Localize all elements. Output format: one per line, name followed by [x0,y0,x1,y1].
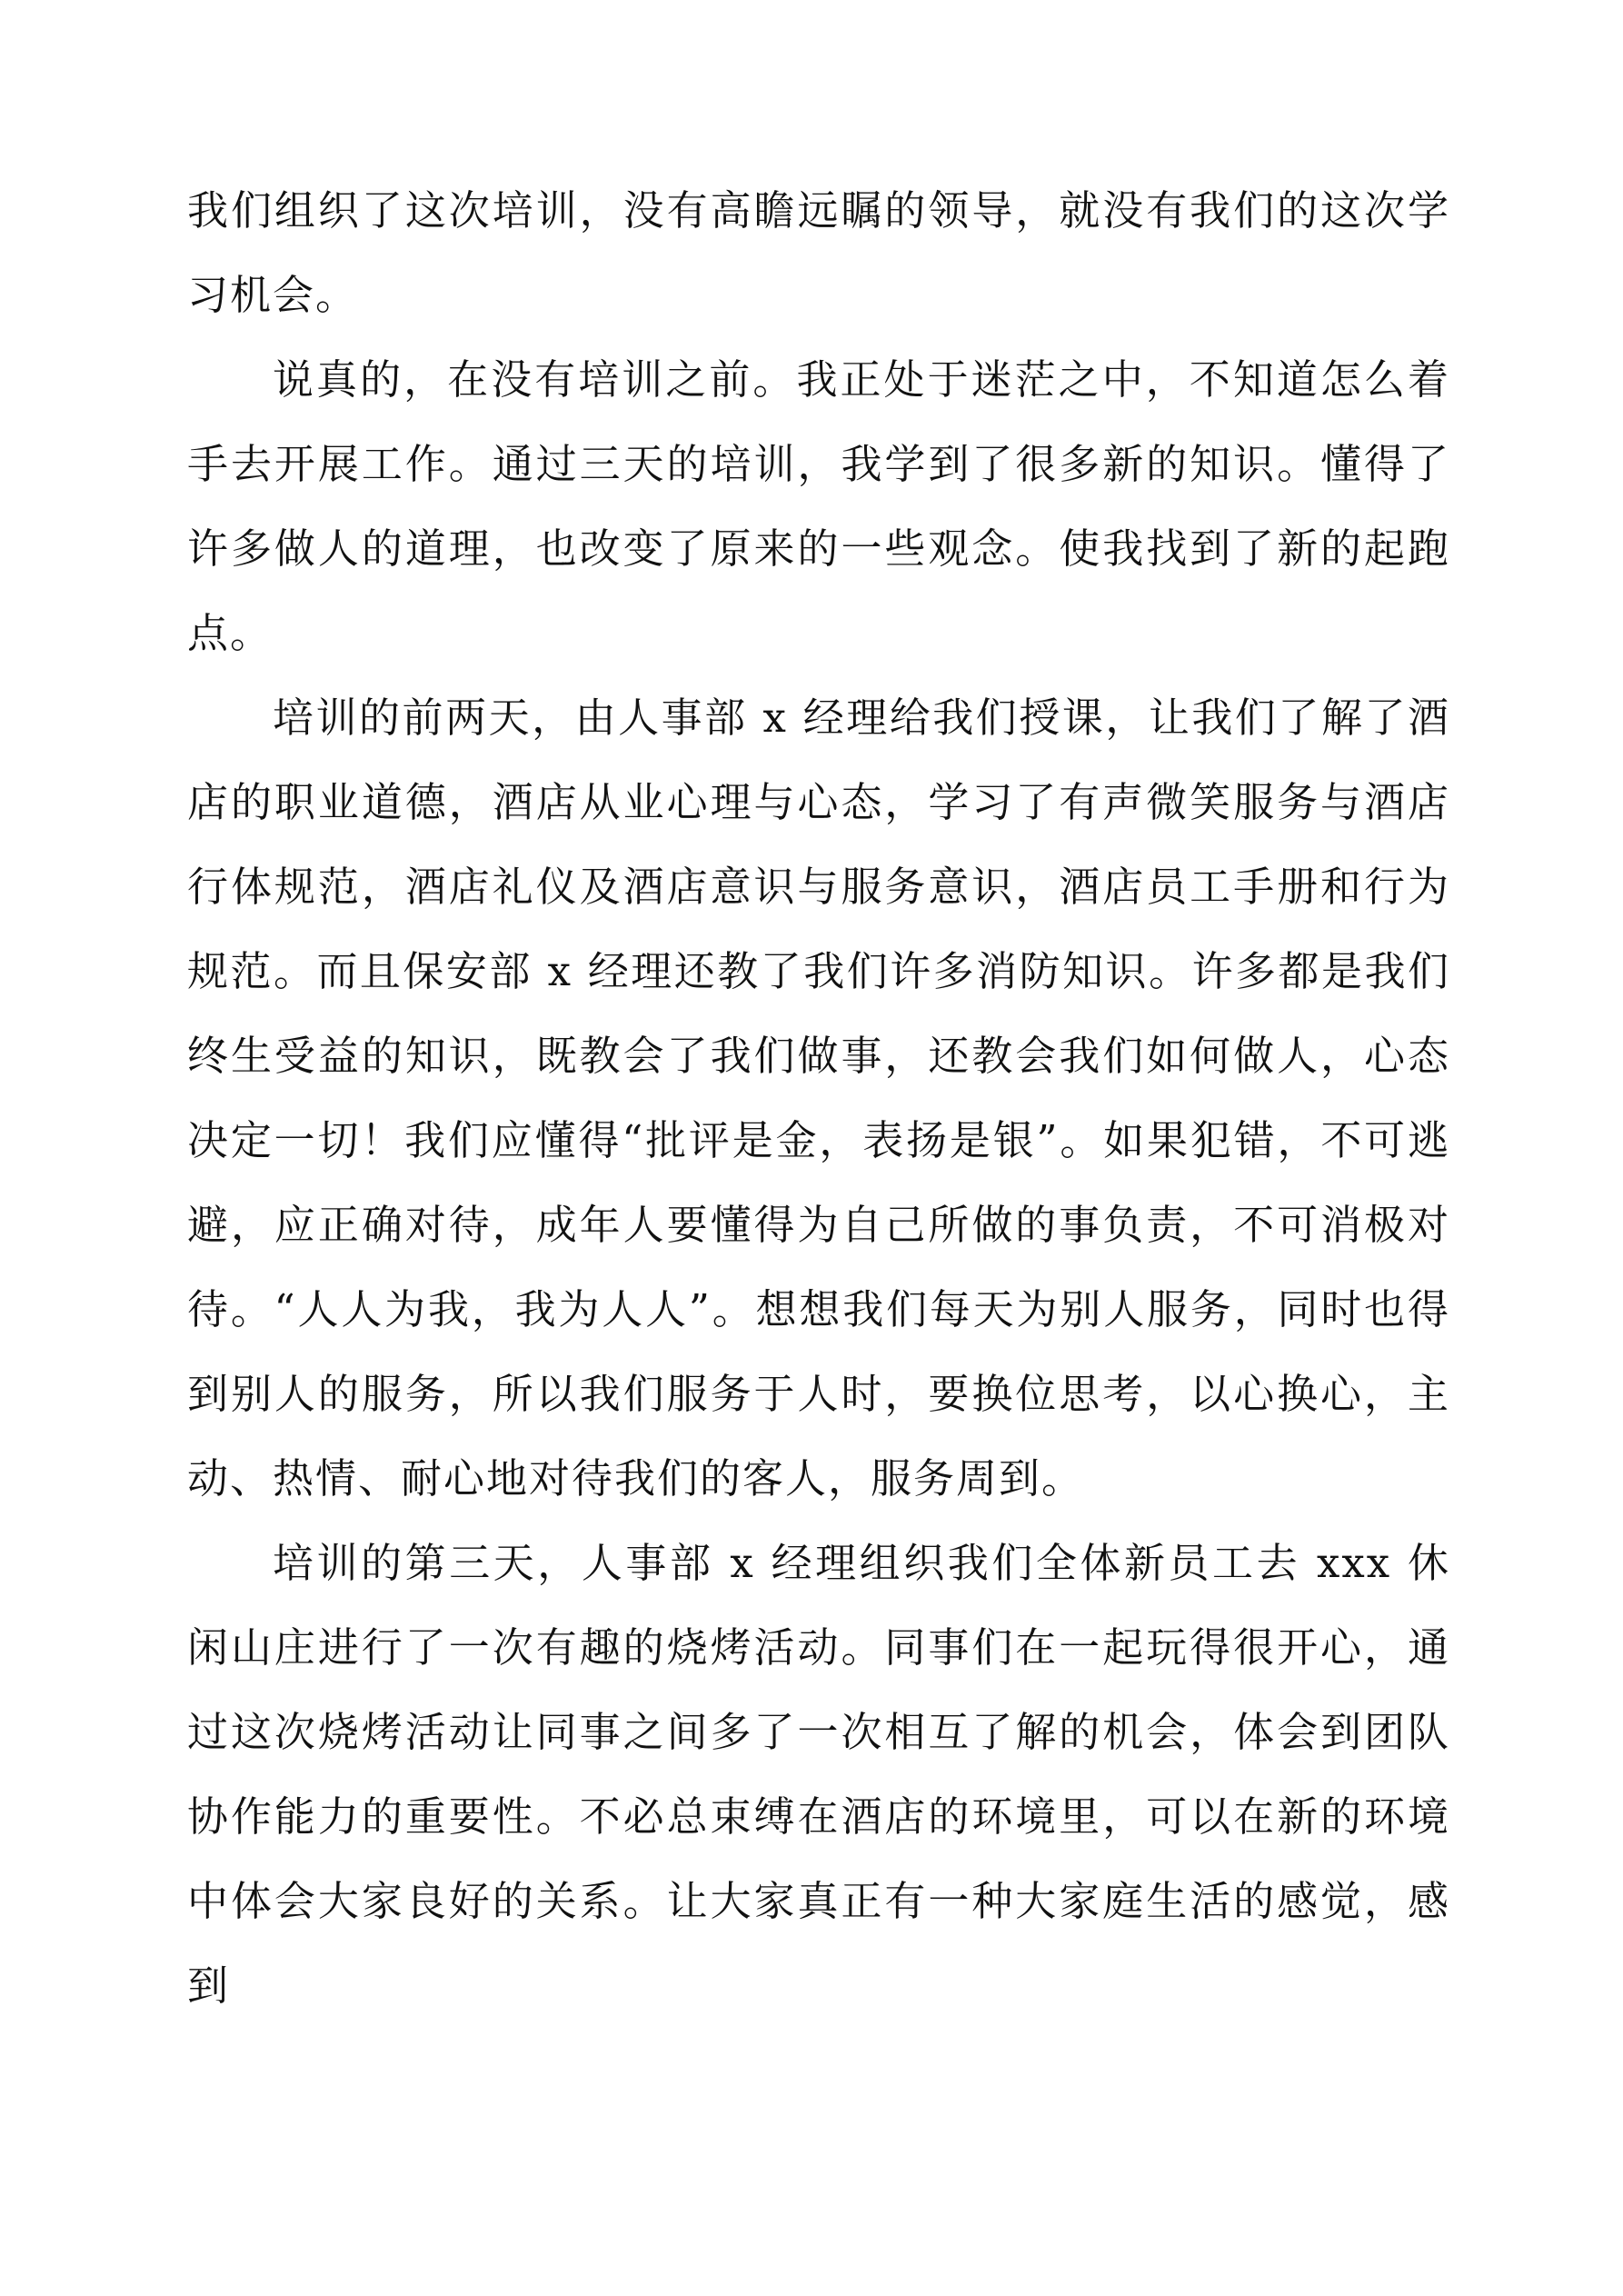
paragraph-first-two-days: 培训的前两天，由人事部 x 经理给我们授课，让我们了解了酒店的职业道德，酒店从业心理与心态，学习了有声微笑服务与酒店行体规范，酒店礼仪及酒店意识与服务意识，酒店员工手册和行为规范。而且保安部 x 经理还教了我们许多消防知识。许多都是我们终生受益的知识，既教会了我们做事，还教会我们如何做人，心态决定一切！我们应懂得“批评是金，表扬是银”。如果犯错，不可逃避，应正确对待，成年人要懂得为自己所做的事负责，不可消极对待。“人人为我，我为人人”。想想我们每天为别人服务，同时也得到别人的服务，所以我们服务于人时，要换位思考，以心换心，主动、热情、耐心地对待我们的客人，服务周到。 [187,694,1450,1502]
document-body [187,168,1450,2028]
paragraph-training-intro: 我们组织了这次培训，没有高瞻远瞩的领导，就没有我们的这次学习机会。 [187,186,1450,319]
paragraph-before-training: 说真的，在没有培训之前。我正处于迷茫之中，不知道怎么着手去开展工作。通过三天的培训，我学到了很多新的知识。懂得了许多做人的道理，也改变了原来的一些观念。使我找到了新的起跑点。 [187,355,1450,657]
paragraph-third-day: 培训的第三天，人事部 x 经理组织我们全体新员工去 xxx 休闲山庄进行了一次有趣的烧烤活动。同事们在一起玩得很开心，通过这次烧烤活动让同事之间多了一次相互了解的机会，体会到团队协作能力的重要性。不必总束缚在酒店的环境里，可以在新的环境中体会大家良好的关系。让大家真正有一种大家庭生活的感觉，感到 [187,1539,1450,2010]
